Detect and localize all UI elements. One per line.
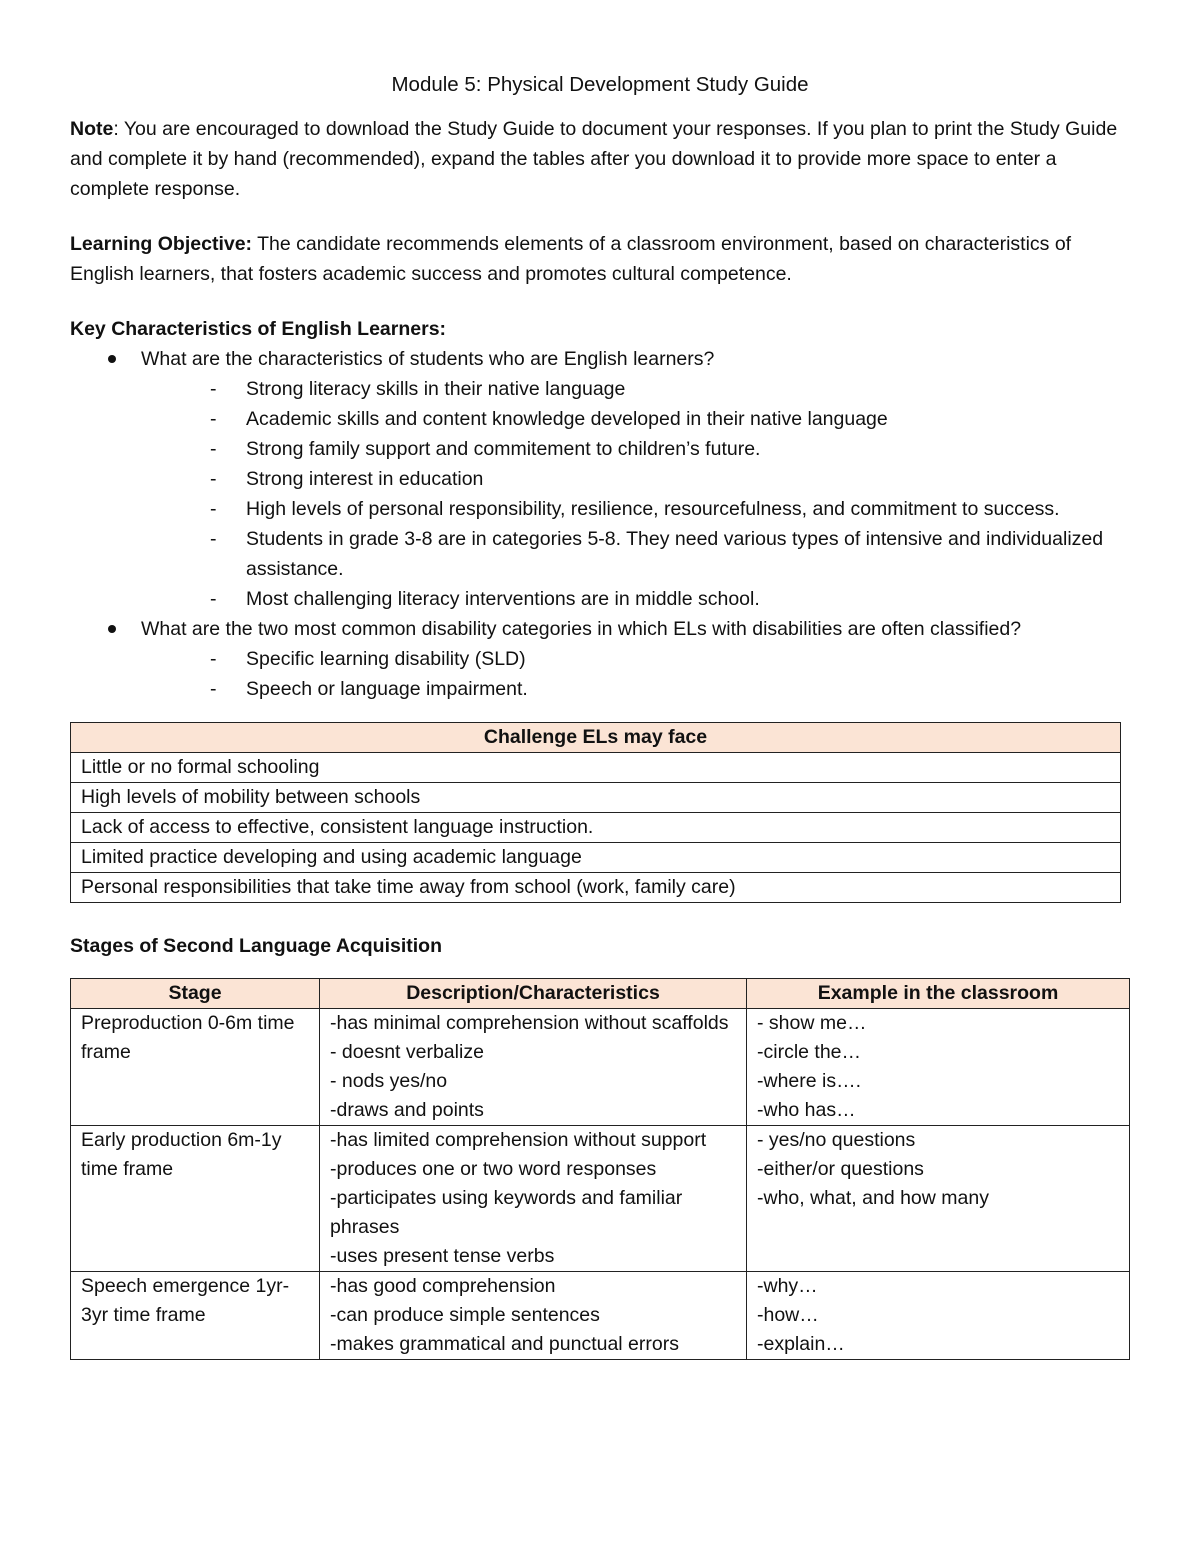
- answer-text: Strong family support and commitement to children’s future.: [246, 438, 761, 460]
- answer-text: Academic skills and content knowledge developed in their native language: [246, 408, 888, 430]
- bullet-icon: [108, 355, 116, 363]
- dash-icon: -: [210, 648, 217, 670]
- stage-cell: Preproduction 0-6m time frame: [71, 1009, 320, 1126]
- key-characteristics-heading: Key Characteristics of English Learners:: [70, 318, 447, 340]
- example-line: -where is….: [757, 1070, 862, 1092]
- document-page: [70, 70, 1130, 1360]
- description-line: - nods yes/no: [330, 1070, 448, 1092]
- stage-cell: Speech emergence 1yr-3yr time frame: [71, 1272, 320, 1360]
- example-line: -circle the…: [757, 1041, 862, 1063]
- example-cell: [747, 1009, 1130, 1126]
- description-line: -uses present tense verbs: [330, 1245, 555, 1267]
- objective-text: The candidate recommends elements of a classroom environment, based on characteristics of English learners, that fosters academic success and promotes cultural competence.: [70, 233, 1072, 285]
- example-cell: [747, 1126, 1130, 1272]
- column-header-example: Example in the classroom: [747, 979, 1130, 1009]
- dash-icon: -: [210, 378, 217, 400]
- dash-icon: -: [210, 498, 217, 520]
- dash-icon: -: [210, 408, 217, 430]
- table-cell: High levels of mobility between schools: [71, 783, 1121, 813]
- answer-item: [70, 374, 1130, 404]
- key-characteristics-list: [70, 344, 1130, 704]
- table-cell: Little or no formal schooling: [71, 753, 1121, 783]
- dash-icon: -: [210, 678, 217, 700]
- description-line: -makes grammatical and punctual errors: [330, 1333, 679, 1355]
- table-header-row: [71, 723, 1121, 753]
- description-line: -has good comprehension: [330, 1275, 556, 1297]
- description-cell: [320, 1272, 747, 1360]
- table-row: [71, 843, 1121, 873]
- example-line: -why…: [757, 1275, 818, 1297]
- stage-cell: Early production 6m-1y time frame: [71, 1126, 320, 1272]
- column-header-description: Description/Characteristics: [320, 979, 747, 1009]
- question-text: What are the characteristics of students who are English learners?: [141, 348, 715, 370]
- description-line: -has minimal comprehension without scaffolds: [330, 1012, 729, 1034]
- answer-text: Most challenging literacy interventions are in middle school.: [246, 588, 760, 610]
- answer-text: High levels of personal responsibility, resilience, resourcefulness, and commitment to success.: [246, 498, 1060, 520]
- description-line: -participates using keywords and familiar phrases: [330, 1187, 683, 1238]
- table-row: [71, 1126, 1130, 1272]
- table-row: [71, 873, 1121, 903]
- table-row: [71, 783, 1121, 813]
- example-cell: [747, 1272, 1130, 1360]
- example-line: -explain…: [757, 1333, 845, 1355]
- stages-table: [70, 978, 1130, 1360]
- table-row: [71, 813, 1121, 843]
- description-cell: [320, 1009, 747, 1126]
- table-row: [71, 753, 1121, 783]
- note-text: : You are encouraged to download the Study Guide to document your responses. If you plan to print the Study Guide and complete it by hand (recommended), expand the tables after you download it to provide more space to enter a complete response.: [70, 118, 1118, 200]
- challenges-table: [70, 722, 1121, 903]
- answer-item: [70, 584, 1130, 614]
- description-line: -draws and points: [330, 1099, 484, 1121]
- description-line: -produces one or two word responses: [330, 1158, 657, 1180]
- dash-icon: -: [210, 588, 217, 610]
- column-header-stage: Stage: [71, 979, 320, 1009]
- example-line: -how…: [757, 1304, 819, 1326]
- question-item: [70, 344, 1130, 614]
- question-item: [70, 614, 1130, 704]
- answer-item: [70, 674, 1130, 704]
- bullet-icon: [108, 625, 116, 633]
- answer-item: [70, 644, 1130, 674]
- note-paragraph: [70, 114, 1130, 204]
- answer-item: [70, 404, 1130, 434]
- table-row: [71, 1272, 1130, 1360]
- dash-icon: -: [210, 468, 217, 490]
- example-line: - yes/no questions: [757, 1129, 916, 1151]
- answer-list: [141, 644, 1130, 704]
- answer-text: Speech or language impairment.: [246, 678, 528, 700]
- note-label: Note: [70, 118, 114, 140]
- challenges-header: Challenge ELs may face: [71, 723, 1121, 753]
- description-cell: [320, 1126, 747, 1272]
- answer-text: Specific learning disability (SLD): [246, 648, 526, 670]
- page-title: Module 5: Physical Development Study Guide: [391, 73, 809, 96]
- objective-paragraph: [70, 229, 1130, 289]
- example-line: -who has…: [757, 1099, 856, 1121]
- description-line: -can produce simple sentences: [330, 1304, 600, 1326]
- objective-label: Learning Objective:: [70, 233, 253, 255]
- table-cell: Limited practice developing and using academic language: [71, 843, 1121, 873]
- description-line: - doesnt verbalize: [330, 1041, 484, 1063]
- answer-text: Strong interest in education: [246, 468, 484, 490]
- dash-icon: -: [210, 528, 217, 550]
- answer-text: Strong literacy skills in their native language: [246, 378, 626, 400]
- example-line: -either/or questions: [757, 1158, 924, 1180]
- answer-text: Students in grade 3-8 are in categories 5-8. They need various types of intensive and individualized assistance.: [246, 528, 1104, 580]
- table-cell: Lack of access to effective, consistent language instruction.: [71, 813, 1121, 843]
- question-text: What are the two most common disability categories in which ELs with disabilities are often classified?: [141, 618, 1022, 640]
- answer-item: [70, 494, 1130, 524]
- answer-list: [141, 374, 1130, 614]
- answer-item: [70, 434, 1130, 464]
- stages-heading: Stages of Second Language Acquisition: [70, 935, 442, 957]
- answer-item: [70, 464, 1130, 494]
- table-cell: Personal responsibilities that take time away from school (work, family care): [71, 873, 1121, 903]
- description-line: -has limited comprehension without support: [330, 1129, 707, 1151]
- table-row: [71, 1009, 1130, 1126]
- answer-item: [70, 524, 1130, 584]
- example-line: - show me…: [757, 1012, 867, 1034]
- table-header-row: [71, 979, 1130, 1009]
- example-line: -who, what, and how many: [757, 1187, 989, 1209]
- dash-icon: -: [210, 438, 217, 460]
